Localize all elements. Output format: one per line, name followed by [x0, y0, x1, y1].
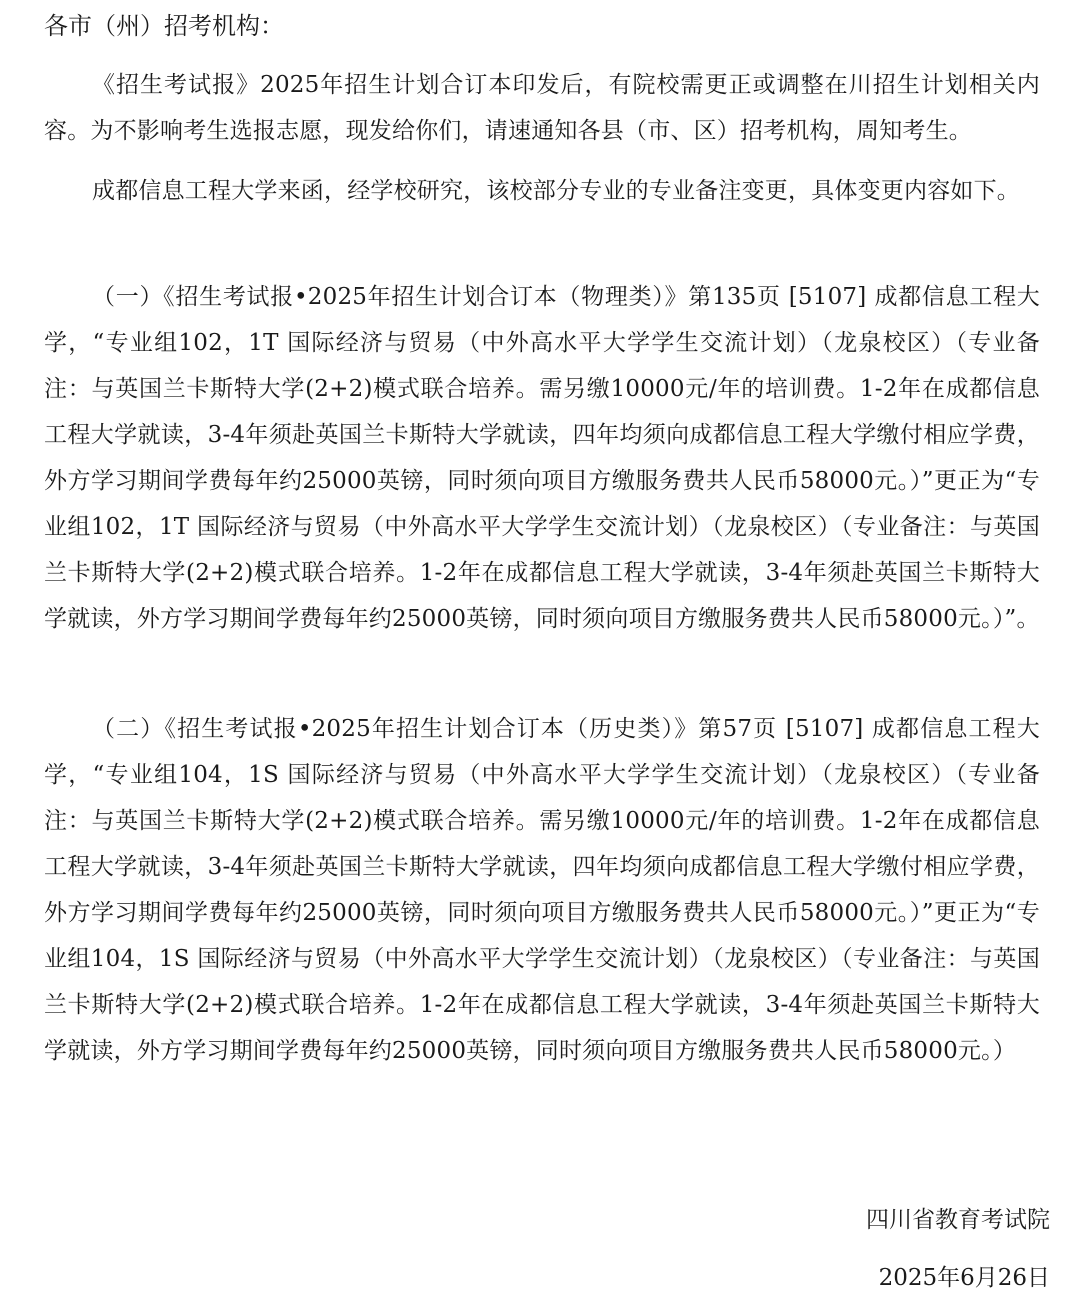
salutation: 各市（州）招考机构： — [44, 12, 284, 40]
paragraph-intro: 《招生考试报》2025年招生计划合订本印发后，有院校需更正或调整在川招生计划相关内容。为不影响考生选报志愿，现发给你们，请速通知各县（市、区）招考机构，周知考生。 — [44, 72, 1040, 144]
paragraph-correction-1: （一）《招生考试报•2025年招生计划合订本（物理类）》第135页 [5107] 成都信息工程大学，“专业组102，1T 国际经济与贸易（中外高水平大学学生交流计划）（龙泉校区）（专业备注：与英国兰卡斯特大学(2+2)模式联合培养。需另缴10000元/年的培训费。1-2年在成都信息工程大学就读，3-4年须赴英国兰卡斯特大学就读，四年均须向成都信息工程大学缴付相应学费，外方学习期间学费每年约25000英镑，同时须向项目方缴服务费共人民币58000元。）”更正为“专业组102，1T 国际经济与贸易（中外高水平大学学生交流计划）（龙泉校区）（专业备注：与英国兰卡斯特大学(2+2)模式联合培养。1-2年在成都信息工程大学就读，3-4年须赴英国兰卡斯特大学就读，外方学习期间学费每年约25000英镑，同时须向项目方缴服务费共人民币58000元。）”。 — [44, 284, 1040, 632]
issue-date: 2025年6月26日 — [878, 1265, 1050, 1291]
paragraph-notice: 成都信息工程大学来函，经学校研究，该校部分专业的专业备注变更，具体变更内容如下。 — [92, 178, 1020, 204]
paragraph-correction-2: （二）《招生考试报•2025年招生计划合订本（历史类）》第57页 [5107] 成都信息工程大学，“专业组104，1S 国际经济与贸易（中外高水平大学学生交流计划）（龙泉校区）（专业备注：与英国兰卡斯特大学(2+2)模式联合培养。需另缴10000元/年的培训费。1-2年在成都信息工程大学就读，3-4年须赴英国兰卡斯特大学就读，四年均须向成都信息工程大学缴付相应学费，外方学习期间学费每年约25000英镑，同时须向项目方缴服务费共人民币58000元。）”更正为“专业组104，1S 国际经济与贸易（中外高水平大学学生交流计划）（龙泉校区）（专业备注：与英国兰卡斯特大学(2+2)模式联合培养。1-2年在成都信息工程大学就读，3-4年须赴英国兰卡斯特大学就读，外方学习期间学费每年约25000英镑，同时须向项目方缴服务费共人民币58000元。） — [44, 716, 1040, 1064]
issuer-signature: 四川省教育考试院 — [866, 1207, 1050, 1233]
